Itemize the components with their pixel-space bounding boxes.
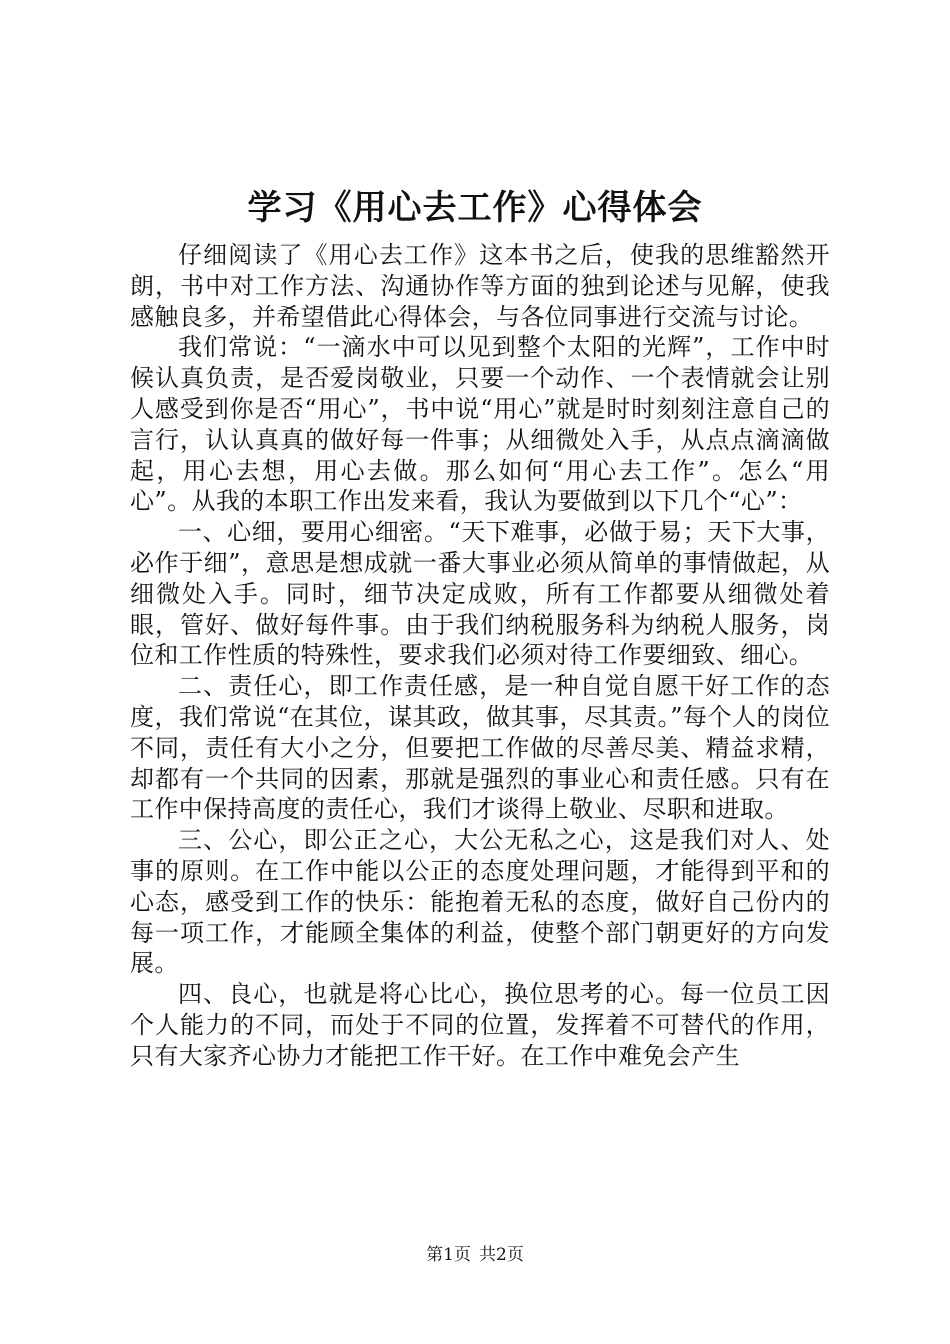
paragraph-point-fairness: 三、公心，即公正之心，大公无私之心，这是我们对人、处事的原则。在工作中能以公正的态度处理问题，才能得到平和的心态，感受到工作的快乐：能抱着无私的态度，做好自己份内的每一项工作，才能顾全集体的利益，使整个部门朝更好的方向发展。 [130, 826, 830, 978]
document-body [130, 240, 830, 1072]
paragraph-point-responsibility: 二、责任心，即工作责任感，是一种自觉自愿干好工作的态度，我们常说“在其位，谋其政，做其事，尽其责。”每个人的岗位不同，责任有大小之分，但要把工作做的尽善尽美、精益求精，却都有一个共同的因素，那就是强烈的事业心和责任感。只有在工作中保持高度的责任心，我们才谈得上敬业、尽职和进取。 [130, 672, 830, 824]
page-number-total: 共2页 [479, 1245, 524, 1265]
page-footer [0, 1243, 950, 1267]
paragraph-intro: 仔细阅读了《用心去工作》这本书之后，使我的思维豁然开朗，书中对工作方法、沟通协作等方面的独到论述与见解，使我感触良多，并希望借此心得体会，与各位同事进行交流与讨论。 [130, 241, 830, 331]
paragraph-point-conscience: 四、良心，也就是将心比心，换位思考的心。每一位员工因个人能力的不同，而处于不同的位置，发挥着不可替代的作用，只有大家齐心协力才能把工作干好。在工作中难免会产生 [130, 980, 830, 1070]
paragraph-common-saying: 我们常说：“一滴水中可以见到整个太阳的光辉”，工作中时候认真负责，是否爱岗敬业，只要一个动作、一个表情就会让别人感受到你是否“用心”，书中说“用心”就是时时刻刻注意自己的言行，认认真真的做好每一件事；从细微处入手，从点点滴滴做起，用心去想，用心去做。那么如何“用心去工作”。怎么“用心”。从我的本职工作出发来看，我认为要做到以下几个“心”： [130, 333, 830, 516]
paragraph-point-carefulness: 一、心细，要用心细密。“天下难事，必做于易；天下大事，必作于细”，意思是想成就一番大事业必须从简单的事情做起，从细微处入手。同时，细节决定成败，所有工作都要从细微处着眼，管好、做好每件事。由于我们纳税服务科为纳税人服务，岗位和工作性质的特殊性，要求我们必须对待工作要细致、细心。 [130, 518, 830, 670]
document-title: 学习《用心去工作》心得体会 [247, 188, 703, 228]
page-number-current: 第1页 [426, 1245, 471, 1265]
